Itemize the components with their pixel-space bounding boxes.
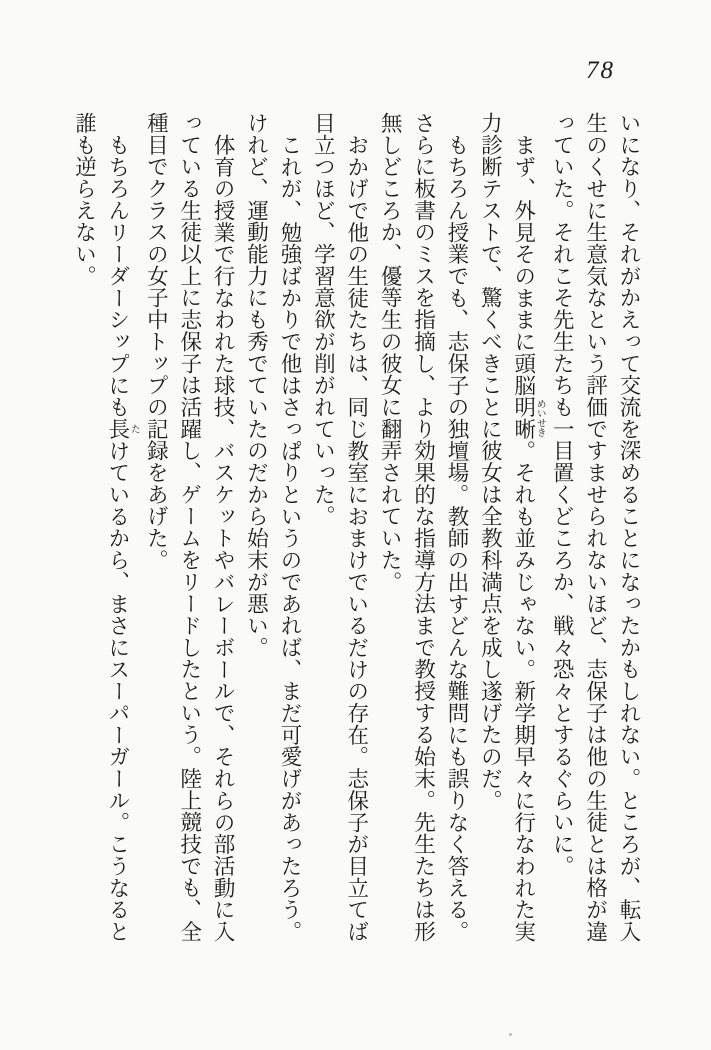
scan-artifact-dot — [509, 1033, 512, 1036]
furigana-annotated-text: 明晰 めいせき — [511, 396, 545, 440]
paragraph: まず、外見そのままに頭脳明晰 めいせき。それも並みじゃない。新学期早々に行なわれた実力診断テストで、驚くべきことに彼女は全教科満点を成し遂げたのだ。 — [478, 112, 545, 943]
furigana-reading: めいせき — [534, 396, 545, 440]
furigana-annotated-text: 長 た — [105, 417, 139, 440]
paragraph: もちろん授業でも、志保子の独壇場。教師の出すどんな難問にも誤りなく答える。さらに板書のミスを指摘し、より効果的な指導方法まで教授する始末。先生たちは形無しどころか、優等生の彼女に翻弄されていた。 — [378, 112, 469, 943]
paragraph: これが、勉強ばかりで他はさっぱりというのであれば、まだ可愛げがあったろう。けれど、運動能力にも秀でていたのだから始末が悪い。 — [244, 112, 302, 943]
paragraph: もちろんリーダーシップにも長 たけているから、まさにスーパーガール。こうなると誰も逆らえない。 — [72, 112, 139, 943]
furigana-reading: た — [128, 417, 139, 440]
paragraph: おかげで他の生徒たちは、同じ教室におまけでいるだけの存在。志保子が目立てば目立つほど、学習意欲が削がれていった。 — [311, 112, 369, 943]
page-number: 78 — [586, 57, 615, 84]
body-text — [67, 112, 645, 950]
paragraph: いになり、それがかえって交流を深めることになったかもしれない。ところが、転入生のくせに生意気なという評価ですませられないほど、志保子は他の生徒とは格が違っていた。それこそ先生たちも一目置くどころか、戦々恐々とするぐらいに。 — [550, 112, 641, 943]
paragraph: 体育の授業で行なわれた球技、バスケットやバレーボールで、それらの部活動に入っている生徒以上に志保子は活躍し、ゲームをリードしたという。陸上競技でも、全種目でクラスの女子中トップの記録をあげた。 — [144, 112, 236, 943]
